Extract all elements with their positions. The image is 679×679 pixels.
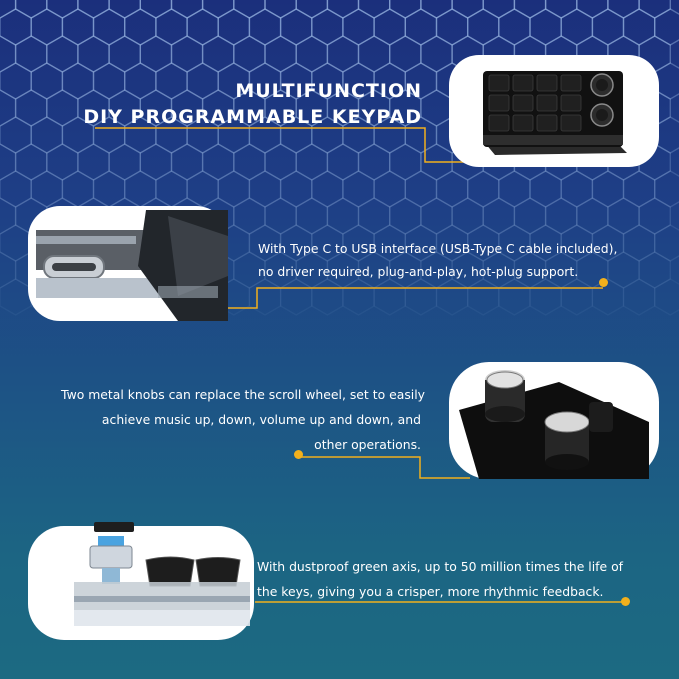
connector-line-knobs [298, 457, 470, 478]
heading-line-2: DIY PROGRAMMABLE KEYPAD [83, 106, 422, 128]
feature-knobs-line-3: other operations. [314, 437, 421, 452]
connector-line-heading [95, 128, 470, 162]
feature-typec-bullet [599, 278, 608, 287]
feature-knobs-line-2: achieve music up, down, volume up and down, and [101, 412, 421, 427]
connector-line-typec [215, 288, 603, 308]
feature-typec-line-1: With Type C to USB interface (USB-Type C cable included), [258, 241, 618, 256]
feature-typec-line-2: no driver required, plug-and-play, hot-plug support. [258, 264, 579, 279]
metal-knobs-photo [449, 362, 659, 479]
feature-knobs-bullet [294, 450, 303, 459]
heading-line-1: MULTIFUNCTION [235, 80, 422, 102]
typec-port-photo [28, 206, 228, 321]
feature-axis-line-2: the keys, giving you a crisper, more rhythmic feedback. [257, 584, 604, 599]
switch-axis-photo [28, 518, 254, 640]
feature-axis-line-1: With dustproof green axis, up to 50 million times the life of [257, 559, 624, 574]
keypad-product-photo [449, 55, 659, 167]
feature-axis-bullet [621, 597, 630, 606]
feature-knobs-line-1: Two metal knobs can replace the scroll wheel, set to easily [61, 387, 425, 402]
